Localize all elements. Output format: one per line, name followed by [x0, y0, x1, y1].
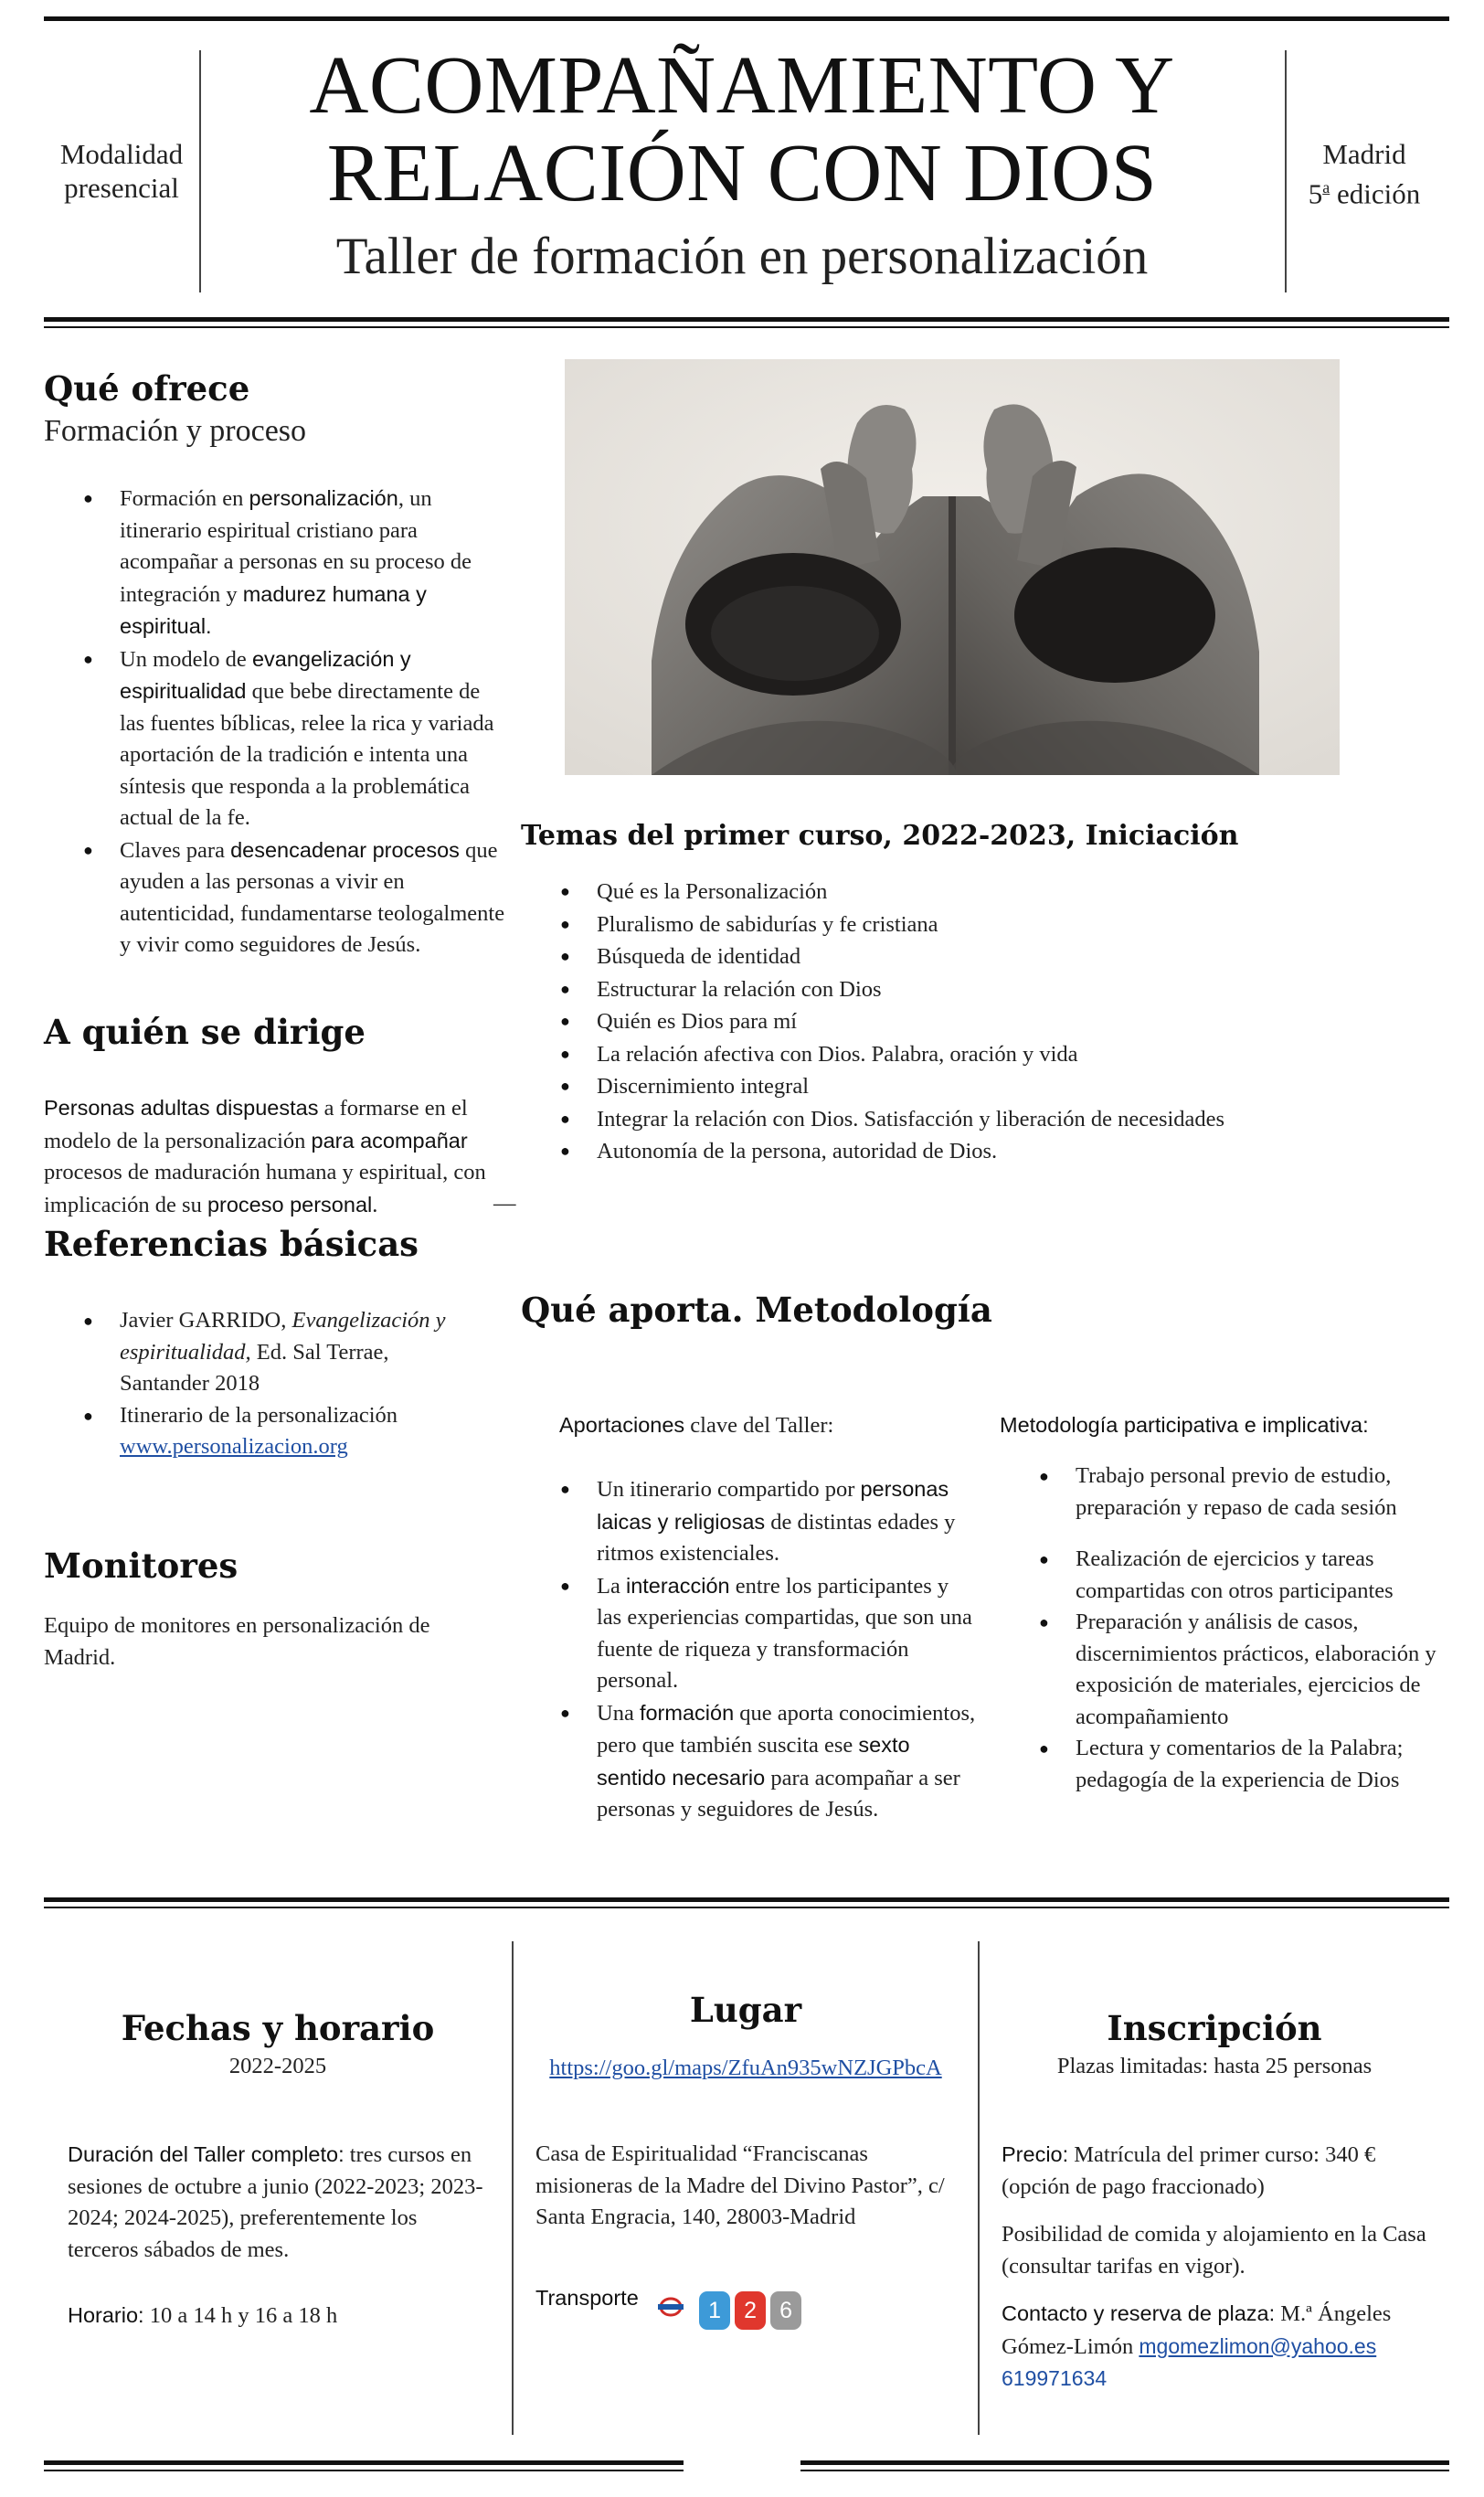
metro-icon — [657, 2296, 684, 2318]
edition-line: 5$^a$ edición — [1308, 177, 1421, 210]
aportaciones-list — [521, 1473, 978, 1826]
edicion-label — [1287, 137, 1442, 210]
lugar-address: Casa de Espiritualidad “Franciscanas misioneras de la Madre del Divino Pastor”, c/ Santa Engracia, 140, 28003-Madrid — [535, 2141, 945, 2229]
list-item: ● Quién es Dios para mí — [521, 1005, 1398, 1038]
dash-mark: — — [493, 1191, 516, 1216]
referencias-heading: Referencias básicas — [44, 1224, 419, 1264]
lugar-map — [514, 2053, 978, 2085]
header-rule-thick — [44, 317, 1449, 322]
map-link[interactable]: https://goo.gl/maps/ZfuAn935wNZJGPbcA — [549, 2056, 942, 2080]
metro-line-6-badge: 6 — [770, 2291, 801, 2330]
metro-line-2-badge: 2 — [735, 2291, 766, 2330]
list-item: ● Un itinerario compartido por personas laicas y religiosas de distintas edades y ritmos existenciales. — [521, 1473, 978, 1570]
metro-lines — [699, 2297, 806, 2322]
sculpture-photo — [565, 359, 1340, 775]
referencias-list — [44, 1305, 473, 1463]
list-item: ● Búsqueda de identidad — [521, 940, 1398, 973]
aportaciones-title: Aportaciones clave del Taller: — [559, 1413, 834, 1438]
list-item: ● Un modelo de evangelización y espiritualidad que bebe directamente de las fuentes bíblicas, relee la rica y variada aportación de la tradición e intenta una síntesis que responda a la problemática actual de la fe. — [44, 643, 510, 834]
list-item: ● Realización de ejercicios y tareas compartidas con otros participantes — [1000, 1544, 1447, 1607]
metro-line-1-badge: 1 — [699, 2291, 730, 2330]
list-item: ● Claves para desencadenar procesos que ayuden a las personas a vivir en autenticidad, fundamentarse teologalmente y vivir como seguidores de Jesús. — [44, 834, 510, 962]
monitores-heading: Monitores — [44, 1546, 238, 1586]
list-item: ● Discernimiento integral — [521, 1070, 1398, 1103]
metodologia-title: Metodología participativa e implicativa: — [1000, 1413, 1369, 1437]
list-item: ● Pluralismo de sabidurías y fe cristiana — [521, 908, 1398, 941]
list-item: ● Una formación que aporta conocimientos, pero que también suscita ese sexto sentido necesario para acompañar a ser personas y seguidores de Jesús. — [521, 1697, 978, 1826]
phone-number: 619971634 — [1002, 2366, 1108, 2390]
transport-label: Transporte — [535, 2286, 639, 2311]
list-item: ● Integrar la relación con Dios. Satisfacción y liberación de necesidades — [521, 1103, 1398, 1136]
metodologia-heading: Qué aporta. Metodología — [521, 1290, 992, 1330]
main-subtitle: Taller de formación en personalización — [335, 228, 1149, 285]
list-item: ● Itinerario de la personalización www.personalizacion.org — [44, 1400, 473, 1463]
list-item: ● Javier GARRIDO, Evangelización y espiritualidad, Ed. Sal Terrae, Santander 2018 — [44, 1305, 473, 1400]
bottom-rule-thin — [44, 1907, 1449, 1908]
temas-heading: Temas del primer curso, 2022-2023, Iniciación — [521, 820, 1239, 852]
list-item: ● Autonomía de la persona, autoridad de Dios. — [521, 1135, 1398, 1168]
madrid-label: Madrid — [1322, 138, 1406, 170]
inscripcion-plazas: Plazas limitadas: hasta 25 personas — [1056, 2054, 1373, 2078]
dirige-text: Personas adultas dispuestas a formarse en el modelo de la personalización para acompañar procesos de maduración humana y espiritual, con implicación de su proceso personal. — [44, 1096, 486, 1217]
footer-rule-left-thick — [44, 2460, 684, 2465]
fechas-horario: Horario: 10 a 14 h y 16 a 18 h — [68, 2303, 338, 2328]
ofrece-heading: Qué ofrece — [44, 368, 250, 409]
lugar-transporte — [535, 2281, 958, 2330]
bottom-rule-thick — [44, 1897, 1449, 1902]
list-item: ● Estructurar la relación con Dios — [521, 973, 1398, 1006]
inscripcion-comida: Posibilidad de comida y alojamiento en la Casa (consultar tarifas en vigor). — [1002, 2222, 1426, 2279]
fechas-duracion: Duración del Taller completo: tres cursos en sesiones de octubre a junio (2022-2023; 2023-2024; 2024-2025), preferentemente los terceros sábados de mes. — [68, 2142, 483, 2262]
list-item: ● Qué es la Personalización — [521, 876, 1398, 908]
inscripcion-contacto: Contacto y reserva de plaza: M.ª Ángeles Gómez-Limón mgomezlimon@yahoo.es 619971634 — [1002, 2301, 1392, 2390]
temas-list — [521, 876, 1398, 1168]
list-item: ● Lectura y comentarios de la Palabra; pedagogía de la experiencia de Dios — [1000, 1733, 1447, 1796]
modalidad-label — [44, 137, 199, 205]
metodologia-list — [1000, 1461, 1447, 1796]
modalidad-line1: Modalidad — [59, 138, 184, 170]
sculpture-image — [565, 359, 1340, 775]
top-rule-thick — [44, 16, 1449, 21]
footer-rule-right-thin — [800, 2470, 1449, 2471]
ofrece-list — [44, 483, 510, 962]
title-line1: ACOMPAÑAMIENTO Y — [309, 40, 1175, 131]
lugar-heading: Lugar — [689, 1990, 802, 2030]
list-item: ● La relación afectiva con Dios. Palabra, oración y vida — [521, 1038, 1398, 1071]
list-item: ● La interacción entre los participantes y las experiencias compartidas, que son una fuente de riqueza y transformación personal. — [521, 1570, 978, 1697]
inscripcion-precio: Precio: Matrícula del primer curso: 340 € (opción de pago fraccionado) — [1002, 2142, 1376, 2199]
monitores-text: Equipo de monitores en personalización de Madrid. — [44, 1613, 430, 1670]
fechas-heading: Fechas y horario — [121, 2008, 435, 2048]
ofrece-subheading: Formación y proceso — [44, 414, 307, 448]
footer-rule-right-thick — [800, 2460, 1449, 2465]
fechas-years: 2022-2025 — [228, 2054, 327, 2078]
list-item: ● Trabajo personal previo de estudio, preparación y repaso de cada sesión — [1000, 1461, 1447, 1524]
email-link[interactable]: mgomezlimon@yahoo.es — [1139, 2333, 1377, 2358]
dirige-heading: A quién se dirige — [44, 1012, 366, 1052]
list-item: ● Formación en personalización, un itinerario espiritual cristiano para acompañar a personas en su proceso de integración y madurez humana y espiritual. — [44, 483, 510, 643]
title-line2: RELACIÓN CON DIOS — [326, 128, 1158, 218]
header-rule-thin — [44, 326, 1449, 328]
personalizacion-link[interactable]: www.personalizacion.org — [120, 1434, 348, 1459]
inscripcion-heading: Inscripción — [1107, 2008, 1322, 2048]
main-title — [201, 42, 1283, 218]
list-item: ● Preparación y análisis de casos, discernimientos prácticos, elaboración y exposición de materiales, ejercicios de acompañamiento — [1000, 1607, 1447, 1733]
modalidad-line2: presencial — [64, 172, 179, 204]
footer-rule-left-thin — [44, 2470, 684, 2471]
